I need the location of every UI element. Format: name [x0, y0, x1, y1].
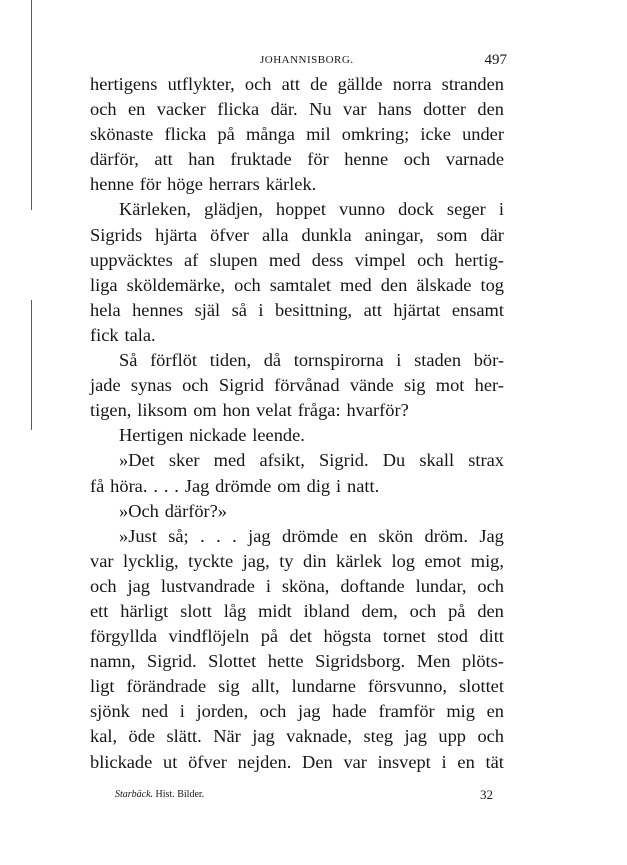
- text-line: förgyllda vindflöjeln på det högsta tornet stod ditt: [90, 626, 504, 647]
- text-line: jade synas och Sigrid förvånad vände sig mot her-: [90, 375, 504, 396]
- text-line: liga sköldemärke, och samtalet med den älskade tog: [90, 274, 504, 295]
- text-line: blickade ut öfver nejden. Den var insvept i en tät: [90, 751, 504, 772]
- text-line: tigen, liksom om hon velat fråga: hvarför?: [90, 400, 409, 421]
- text-line: var lycklig, tyckte jag, ty din kärlek log emot mig,: [90, 550, 504, 571]
- text-line: Så förflöt tiden, då tornspirorna i staden bör-: [119, 350, 504, 371]
- text-line: ligt förändrade sig allt, lundarne försvunno, slottet: [90, 676, 504, 697]
- text-line: fick tala.: [90, 324, 156, 345]
- text-line: och jag lustvandrade i sköna, doftande lundar, och: [90, 575, 504, 596]
- footer-title: Hist. Bilder.: [155, 789, 205, 800]
- text-line: »Just så; . . . jag drömde en skön dröm. Jag: [119, 525, 504, 546]
- running-head: JOHANNISBORG.: [260, 54, 354, 66]
- body-text: [90, 72, 504, 775]
- footer-author: Starbäck.: [115, 789, 154, 800]
- text-line: kal, öde slätt. När jag vaknade, steg jag upp och: [90, 726, 504, 747]
- page-edge-line: [31, 0, 32, 210]
- text-line: Kärleken, glädjen, hoppet vunno dock seger i: [119, 199, 504, 220]
- text-line: uppväcktes af slupen med dess vimpel och hertig-: [90, 249, 504, 270]
- text-line: »Det sker med afsikt, Sigrid. Du skall strax: [119, 450, 504, 471]
- page-footer: [115, 787, 505, 807]
- text-line: få höra. . . . Jag drömde om dig i natt.: [90, 475, 380, 496]
- text-line: och en vacker flicka där. Nu var hans dotter den: [90, 99, 504, 120]
- text-line: Hertigen nickade leende.: [119, 425, 305, 446]
- text-line: ett härligt slott låg midt ibland dem, och på den: [90, 600, 504, 621]
- sheet-number: 32: [480, 787, 493, 802]
- text-line: namn, Sigrid. Slottet hette Sigridsborg. Men plöts-: [90, 651, 504, 672]
- text-line: henne för höge herrars kärlek.: [90, 174, 317, 195]
- text-line: hela hennes själ så i besittning, att hjärtat ensamt: [90, 299, 504, 320]
- page-edge-line-lower: [31, 300, 32, 430]
- text-line: »Och därför?»: [119, 500, 228, 521]
- text-line: därför, att han fruktade för henne och varnade: [90, 149, 504, 170]
- printer-signature: [115, 789, 204, 800]
- text-line: Sigrids hjärta öfver alla dunkla aningar, som där: [90, 224, 504, 245]
- page-number: 497: [484, 52, 507, 68]
- text-line: hertigens utflykter, och att de gällde norra stranden: [90, 74, 504, 94]
- text-line: skönaste flicka på många mil omkring; icke under: [90, 124, 504, 145]
- page-header: [90, 52, 507, 72]
- text-line: sjönk ned i jorden, och jag hade framför mig en: [90, 701, 504, 722]
